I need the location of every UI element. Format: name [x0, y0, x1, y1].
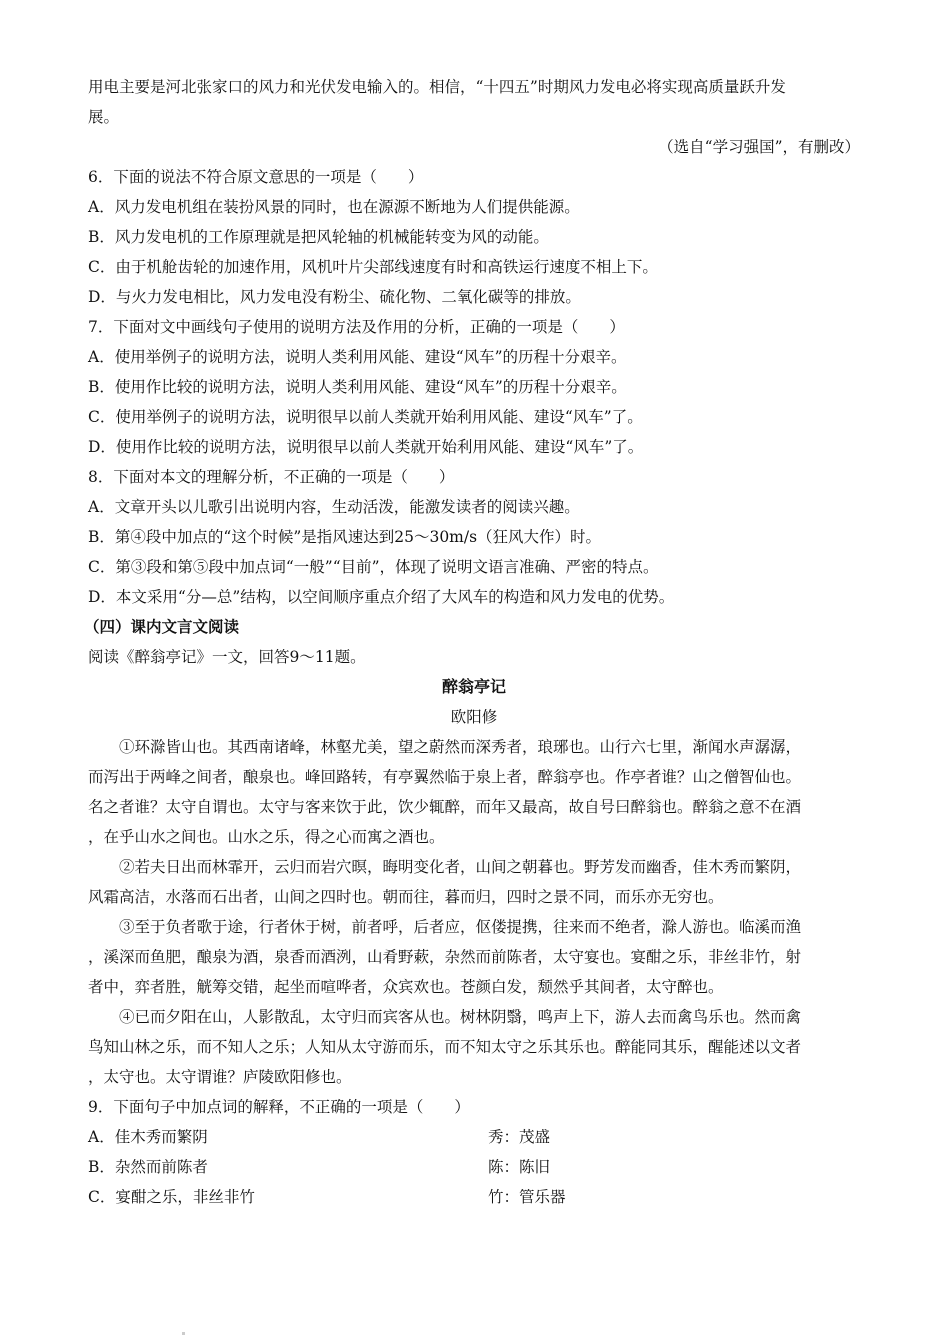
question-9 [88, 1092, 860, 1212]
question-8-option-a: A．文章开头以儿歌引出说明内容，生动活泼，能激发读者的阅读兴趣。 [88, 498, 580, 516]
option-gloss: 陈：陈旧 [488, 1158, 551, 1176]
question-8-option-d: D．本文采用“分—总”结构，以空间顺序重点介绍了大风车的构造和风力发电的优势。 [88, 588, 675, 606]
question-6 [88, 162, 860, 312]
passage-line: ③至于负者歌于途，行者休于树，前者呼，后者应，伛偻提携，往来而不绝者，滁人游也。临溪而渔 [119, 918, 802, 936]
question-8-option-c: C．第③段和第⑤段中加点词“一般”“目前”，体现了说明文语言准确、严密的特点。 [88, 558, 659, 576]
question-7-option-c: C．使用举例子的说明方法，说明很早以前人类就开始利用风能、建设“风车”了。 [88, 408, 643, 426]
section-4 [84, 612, 860, 1092]
section-4-heading: （四）课内文言文阅读 [84, 617, 240, 636]
question-6-stem: 6．下面的说法不符合原文意思的一项是（ ） [88, 168, 424, 186]
source-citation: （选自“学习强国”，有删改） [658, 138, 860, 156]
option-sentence: B．杂然而前陈者 [88, 1158, 208, 1176]
passage-line: ，太守也。太守谓谁？庐陵欧阳修也。 [88, 1068, 352, 1086]
question-6-option-b: B．风力发电机的工作原理就是把风轮轴的机械能转变为风的动能。 [88, 228, 549, 246]
question-9-option-a [88, 1122, 860, 1152]
question-6-option-c: C．由于机舱齿轮的加速作用，风机叶片尖部线速度有时和高铁运行速度不相上下。 [88, 258, 658, 276]
passage-line: 鸟知山林之乐，而不知人之乐；人知从太守游而乐，而不知太守之乐其乐也。醉能同其乐，醒能述以文者 [88, 1038, 802, 1056]
passage-line: ①环滁皆山也。其西南诸峰，林壑尤美，望之蔚然而深秀者，琅琊也。山行六七里，渐闻水声潺潺， [119, 738, 802, 756]
question-9-stem: 9．下面句子中加点词的解释，不正确的一项是（ ） [88, 1098, 470, 1116]
footer-mark [182, 1332, 185, 1335]
question-6-option-a: A．风力发电机组在装扮风景的同时，也在源源不断地为人们提供能源。 [88, 198, 580, 216]
passage-line: ④已而夕阳在山，人影散乱，太守归而宾客从也。树林阴翳，鸣声上下，游人去而禽鸟乐也。然而禽 [119, 1008, 802, 1026]
intro-line-2: 展。 [88, 108, 120, 126]
passage-line: ，在乎山水之间也。山水之乐，得之心而寓之酒也。 [88, 828, 445, 846]
option-gloss: 竹：管乐器 [488, 1188, 566, 1206]
passage-line: 风霜高洁，水落而石出者，山间之四时也。朝而往，暮而归，四时之景不同，而乐亦无穷也。 [88, 888, 724, 906]
question-8 [88, 462, 860, 612]
question-7-option-d: D．使用作比较的说明方法，说明很早以前人类就开始利用风能、建设“风车”了。 [88, 438, 644, 456]
question-9-option-b [88, 1152, 860, 1182]
passage-author: 欧阳修 [450, 708, 498, 726]
option-sentence: C．宴酣之乐，非丝非竹 [88, 1188, 255, 1206]
passage-line: 名之者谁？太守自谓也。太守与客来饮于此，饮少辄醉，而年又最高，故自号曰醉翁也。醉翁之意不在酒 [88, 798, 802, 816]
option-gloss: 秀：茂盛 [488, 1128, 551, 1146]
passage-body [88, 732, 860, 1092]
question-9-option-c [88, 1182, 860, 1212]
question-8-option-b: B．第④段中加点的“这个时候”是指风速达到25～30m/s（狂风大作）时。 [88, 528, 602, 546]
passage-title: 醉翁亭记 [441, 677, 506, 696]
document-page [84, 72, 860, 1212]
passage-line: 而泻出于两峰之间者，酿泉也。峰回路转，有亭翼然临于泉上者，醉翁亭也。作亭者谁？山之僧智仙也。 [88, 768, 802, 786]
question-7-option-a: A．使用举例子的说明方法，说明人类利用风能、建设“风车”的历程十分艰辛。 [88, 348, 627, 366]
passage-line: ②若夫日出而林霏开，云归而岩穴暝，晦明变化者，山间之朝暮也。野芳发而幽香，佳木秀而繁阴， [119, 858, 802, 876]
question-7-option-b: B．使用作比较的说明方法，说明人类利用风能、建设“风车”的历程十分艰辛。 [88, 378, 627, 396]
passage-line: 者中，弈者胜，觥筹交错，起坐而喧哗者，众宾欢也。苍颜白发，颓然乎其间者，太守醉也。 [88, 978, 724, 996]
option-sentence: A．佳木秀而繁阴 [88, 1128, 208, 1146]
section-4-instruction: 阅读《醉翁亭记》一文，回答9～11题。 [88, 648, 366, 666]
intro-line-1: 用电主要是河北张家口的风力和光伏发电输入的。相信，“十四五”时期风力发电必将实现高质量跃升发 [88, 78, 786, 96]
passage-line: ，溪深而鱼肥，酿泉为酒，泉香而酒洌，山肴野蔌，杂然而前陈者，太守宴也。宴酣之乐，非丝非竹，射 [88, 948, 802, 966]
question-6-option-d: D．与火力发电相比，风力发电没有粉尘、硫化物、二氧化碳等的排放。 [88, 288, 581, 306]
question-7-stem: 7．下面对文中画线句子使用的说明方法及作用的分析，正确的一项是（ ） [88, 318, 625, 336]
question-8-stem: 8．下面对本文的理解分析，不正确的一项是（ ） [88, 468, 455, 486]
question-7 [88, 312, 860, 462]
